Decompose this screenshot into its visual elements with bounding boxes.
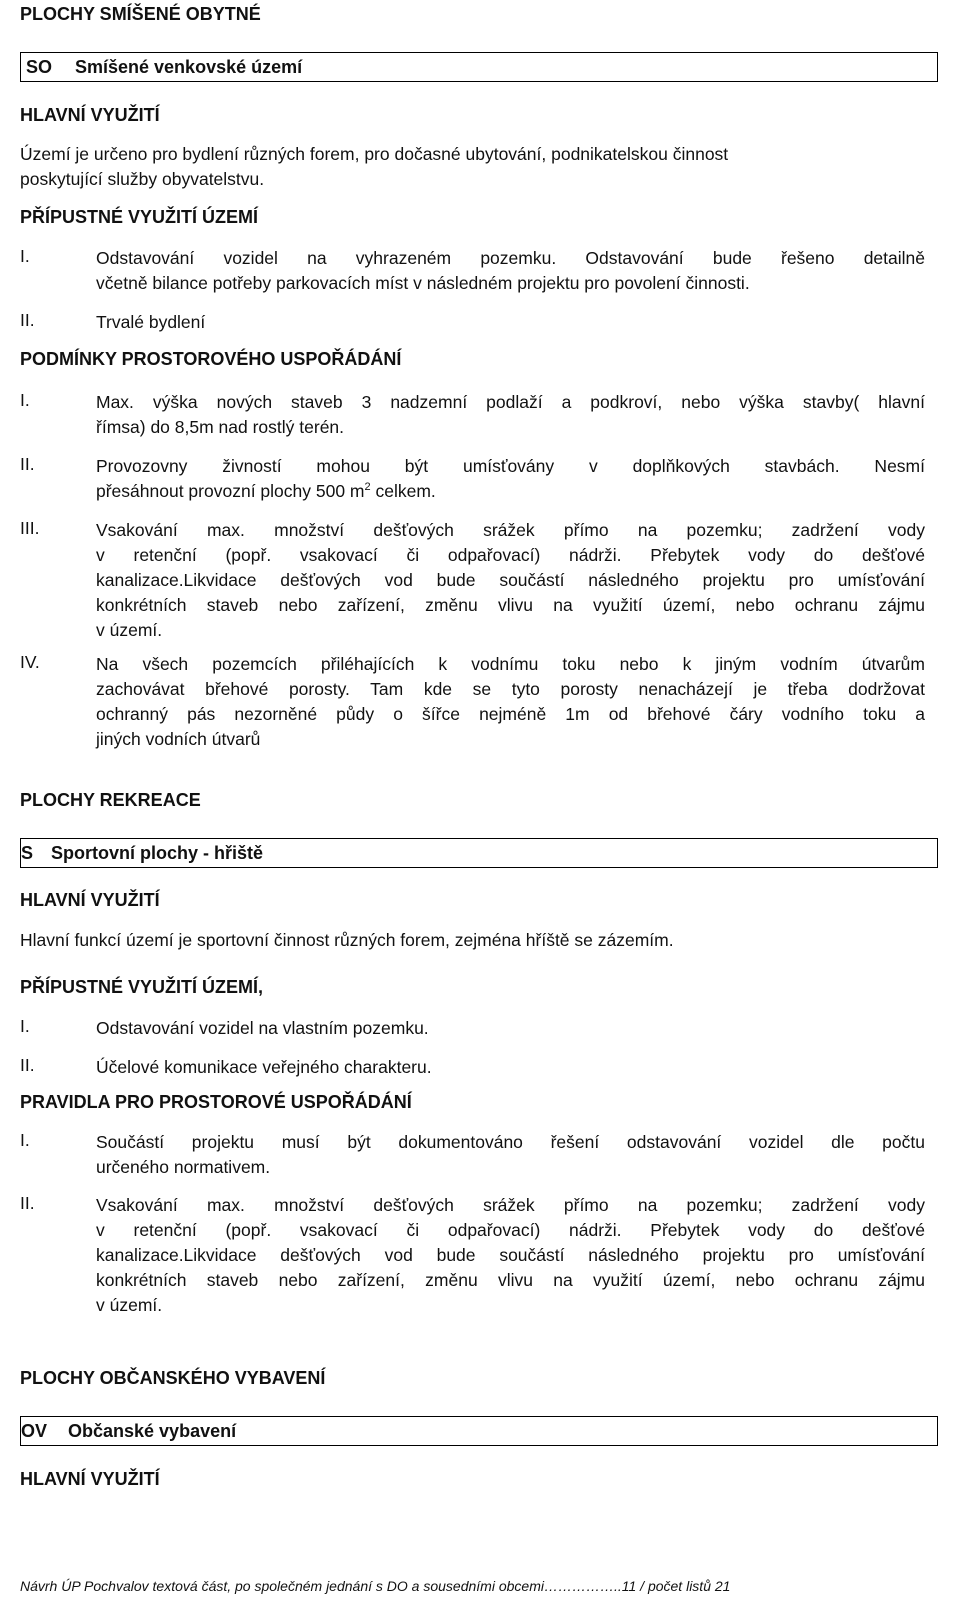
item-text-line: konkrétních staveb nebo zařízení, změnu vlivu na využití území, nebo ochranu zájmu <box>96 1270 925 1290</box>
item-text-line: Provozovny živností mohou být umísťovány v doplňkových stavbách. Nesmí <box>96 456 925 476</box>
item-number: I. <box>20 1130 30 1150</box>
zone-title: Sportovní plochy - hřiště <box>51 843 264 863</box>
item-text-line: včetně bilance potřeby parkovacích míst v následném projektu pro povolení činnosti. <box>96 273 750 293</box>
item-number: II. <box>20 310 35 330</box>
spatial-conditions-heading: PODMÍNKY PROSTOROVÉHO USPOŘÁDÁNÍ <box>20 349 402 369</box>
item-text-line: přesáhnout provozní plochy 500 m <box>96 481 365 501</box>
zone-code: S <box>21 843 34 863</box>
item-text-line: v území. <box>96 620 163 640</box>
item-text-line: Účelové komunikace veřejného charakteru. <box>96 1057 432 1077</box>
item-text-line: Vsakování max. množství dešťových srážek přímo na pozemku; zadržení vody <box>96 1195 925 1215</box>
item-number: III. <box>20 518 40 538</box>
superscript: 2 <box>364 481 371 494</box>
section-heading-recreation: PLOCHY REKREACE <box>20 790 201 810</box>
zone-box-s <box>20 838 938 868</box>
zone-box-so <box>20 52 938 82</box>
zone-box-ov <box>20 1416 938 1446</box>
item-number: I. <box>20 246 30 266</box>
zone-code: OV <box>21 1421 48 1441</box>
item-text-line: Max. výška nových staveb 3 nadzemní podlaží a podkroví, nebo výška stavby( hlavní <box>96 392 925 412</box>
zone-title: Smíšené venkovské území <box>75 57 303 77</box>
item-text-line: římsa) do 8,5m nad rostlý terén. <box>96 417 345 437</box>
item-number: I. <box>20 390 30 410</box>
item-text-line: Na všech pozemcích přiléhajících k vodnímu toku nebo k jiným vodním útvarům <box>96 654 925 674</box>
main-use-text-line: Území je určeno pro bydlení různých forem, pro dočasné ubytování, podnikatelskou činnost <box>20 144 729 164</box>
page-footer: Návrh ÚP Pochvalov textová část, po společném jednání s DO a sousedními obcemi……………..11 / počet listů 21 <box>20 1578 731 1594</box>
item-text-tail: celkem. <box>370 481 436 501</box>
zone-title: Občanské vybavení <box>68 1421 237 1441</box>
item-text-line: určeného normativem. <box>96 1157 271 1177</box>
item-text-line: konkrétních staveb nebo zařízení, změnu vlivu na využití území, nebo ochranu zájmu <box>96 595 925 615</box>
item-text-line: v území. <box>96 1295 163 1315</box>
main-use-text: Hlavní funkcí území je sportovní činnost různých forem, zejména hříště se zázemím. <box>20 930 674 950</box>
item-text-line: kanalizace.Likvidace dešťových vod bude součástí následného projektu pro umísťování <box>96 570 925 590</box>
item-text-line: Trvalé bydlení <box>96 312 206 332</box>
item-text-line: Odstavování vozidel na vyhrazeném pozemku. Odstavování bude řešeno detailně <box>96 248 925 268</box>
item-number: II. <box>20 454 35 474</box>
zone-code: SO <box>26 57 53 77</box>
item-text-line: v retenční (popř. vsakovací či odpařovací) nádrži. Přebytek vody do dešťové <box>96 545 925 565</box>
item-text-line: Odstavování vozidel na vlastním pozemku. <box>96 1018 429 1038</box>
item-text-line: Součástí projektu musí být dokumentováno řešení odstavování vozidel dle počtu <box>96 1132 925 1152</box>
spatial-rules-heading: PRAVIDLA PRO PROSTOROVÉ USPOŘÁDÁNÍ <box>20 1092 412 1112</box>
item-text-line: kanalizace.Likvidace dešťových vod bude součástí následného projektu pro umísťování <box>96 1245 925 1265</box>
item-text-line: jiných vodních útvarů <box>96 729 261 749</box>
permitted-use-heading: PŘÍPUSTNÉ VYUŽITÍ ÚZEMÍ <box>20 207 259 227</box>
item-text-line: ochranný pás nezorněné půdy o šířce nejméně 1m od břehové čáry vodního toku a <box>96 704 925 724</box>
item-text-line: zachovávat břehové porosty. Tam kde se tyto porosty nenacházejí je třeba dodržovat <box>96 679 925 699</box>
section-heading-civic-amenities: PLOCHY OBČANSKÉHO VYBAVENÍ <box>20 1368 326 1388</box>
item-text-line: Vsakování max. množství dešťových srážek přímo na pozemku; zadržení vody <box>96 520 925 540</box>
permitted-use-heading: PŘÍPUSTNÉ VYUŽITÍ ÚZEMÍ, <box>20 977 264 997</box>
main-use-heading: HLAVNÍ VYUŽITÍ <box>20 1469 160 1489</box>
item-number: II. <box>20 1055 35 1075</box>
item-number: I. <box>20 1016 30 1036</box>
item-text-line: v retenční (popř. vsakovací či odpařovací) nádrži. Přebytek vody do dešťové <box>96 1220 925 1240</box>
item-number: IV. <box>20 652 40 672</box>
main-use-heading: HLAVNÍ VYUŽITÍ <box>20 890 160 910</box>
item-number: II. <box>20 1193 35 1213</box>
main-use-heading: HLAVNÍ VYUŽITÍ <box>20 105 160 125</box>
main-use-text-line: poskytující služby obyvatelstvu. <box>20 169 265 189</box>
section-heading-mixed-residential: PLOCHY SMÍŠENÉ OBYTNÉ <box>20 4 261 24</box>
